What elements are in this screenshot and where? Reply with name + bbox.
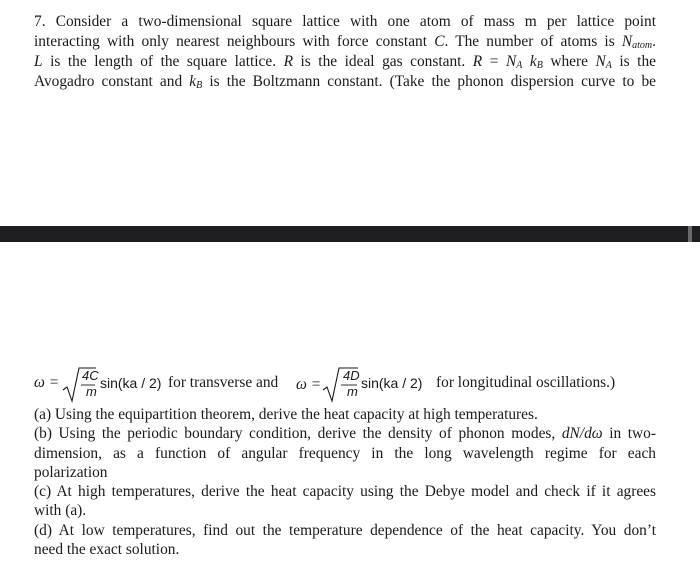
intro-line-3: L is the length of the square lattice. R is the ideal gas constant. $R = N_A$ $k_B$ where $N_A$ is the xyxy=(34,53,656,71)
part-a-line-1: (a) Using the equipartition theorem, derive the heat capacity at high temperatures. xyxy=(34,406,538,423)
transverse-denominator: m xyxy=(86,384,97,399)
redaction-bar xyxy=(0,226,700,242)
part-c-line-1: (c) At high temperatures, derive the heat capacity using the Debye model and check if it agrees xyxy=(34,483,656,501)
sin-term-1: sin(ka / 2) xyxy=(100,375,162,391)
longitudinal-label: for longitudinal oscillations.) xyxy=(436,374,616,391)
transverse-numerator: 4C xyxy=(82,368,99,383)
intro-line-4: Avogadro constant and $k_B$ is the Boltzmann constant. (Take the phonon dispersion curve to be xyxy=(34,73,656,91)
transverse-label: for transverse and xyxy=(168,374,279,391)
part-a xyxy=(34,405,656,424)
part-d xyxy=(34,521,656,560)
part-b-line-1: (b) Using the periodic boundary condition, derive the density of phonon modes, dN/dω in two- xyxy=(34,425,656,443)
omega-equals-2: ω = xyxy=(296,376,322,393)
problem-intro xyxy=(34,12,656,92)
part-d-line-2: need the exact solution. xyxy=(34,541,180,559)
omega-equals-1: ω = xyxy=(34,374,60,391)
part-c xyxy=(34,482,656,521)
part-b-line-3: polarization xyxy=(34,463,108,481)
sin-term-2: sin(ka / 2) xyxy=(361,375,423,391)
part-d-line-1: (d) At low temperatures, find out the temperature dependence of the heat capacity. You don’t xyxy=(34,521,656,539)
dispersion-formula xyxy=(34,366,674,404)
part-b-line-2: dimension, as a function of angular frequency in the long wavelength regime for each xyxy=(34,444,656,462)
part-b xyxy=(34,424,656,482)
redaction-bar-edge xyxy=(688,226,692,242)
problem-parts xyxy=(34,405,656,559)
intro-line-1: 7. Consider a two-dimensional square lattice with one atom of mass m per lattice point xyxy=(34,13,656,30)
part-c-line-2: with (a). xyxy=(34,502,87,520)
longitudinal-numerator: 4D xyxy=(343,368,360,383)
intro-line-2: interacting with only nearest neighbours with force constant C. The number of atoms is $N_{atom}$. xyxy=(34,33,656,51)
longitudinal-denominator: m xyxy=(347,384,358,399)
